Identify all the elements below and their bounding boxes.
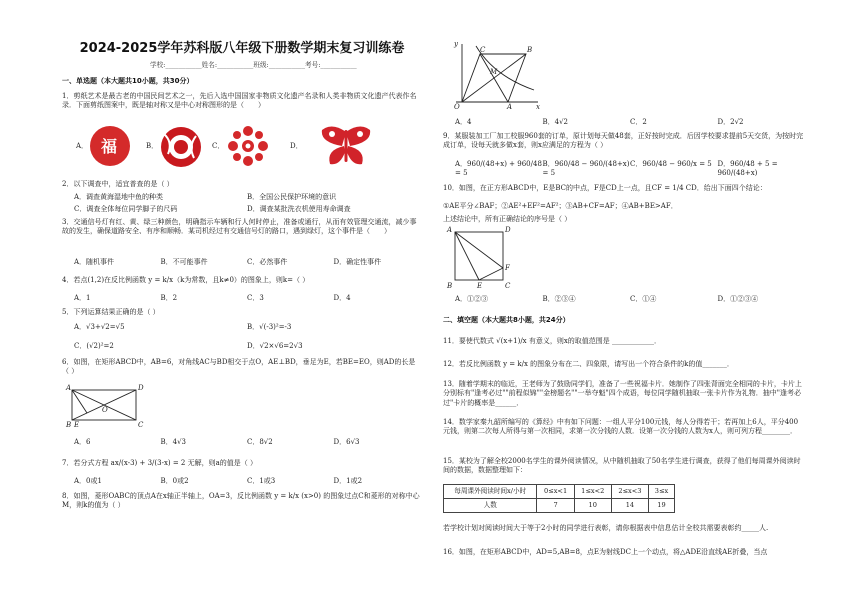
question-4: 4．若点(1,2)在反比例函数 y = k/x（k为常数，且k≠0）的图象上，则k=（ ） (62, 276, 310, 284)
q4-option-d[interactable]: D．4 (333, 294, 351, 302)
q10-label-e: E (477, 282, 483, 290)
q6-label-d: D (138, 384, 144, 392)
q4-option-a[interactable]: A．1 (74, 294, 91, 302)
q8-label-o: O (454, 103, 460, 111)
student-info-line: 学校:___________姓名:___________班级:___________考号:___________ (150, 61, 357, 69)
question-14: 14．数学家秦九韶所编写的《算经》中有如下问题：一组人平分100元钱，每人分得若干；若再加上6人，平分400元钱，则第二次每人所得与第一次相同，求第一次分钱的人数．设第一次分钱的人数为x人，则可列方程________． (443, 418, 799, 436)
table-cell: 2≤x<3 (611, 485, 648, 499)
q3-option-c[interactable]: C．必然事件 (247, 258, 288, 266)
q6-label-o: O (102, 406, 108, 414)
q5-option-d[interactable]: D．√2×√6=2√3 (247, 342, 303, 351)
question-10: 10．如图，在正方形ABCD中，E是BC的中点，F是CD上一点，且CF = 1/4 CD．给出下面四个结论： (443, 184, 767, 192)
question-12: 12．若反比例函数 y = k/x 的图象分布在二、四象限，请写出一个符合条件的k的值_______． (443, 360, 734, 368)
question-9: 9．某服装加工厂加工校服960套的订单，原计划每天做48套，正好按时完成．后因学校要求提前5天交货，为按时完成订单，设每天就多做x套，则x应满足的方程为（ ） (443, 132, 804, 150)
q10-label-f: F (505, 264, 510, 272)
q10-label-c: C (505, 282, 511, 290)
question-10-prompt: 上述结论中，所有正确结论的序号是（ ） (443, 215, 572, 223)
question-16: 16．如图，在矩形ABCD中，AD=5,AB=8，点E为射线DC上一个动点，将△ADE沿直线AE折叠，当点 (443, 548, 768, 556)
q9-option-d[interactable]: D．960/48 + 5 = 960/(48+x) (717, 160, 778, 178)
question-5-options (74, 323, 420, 352)
q3-option-a[interactable]: A．随机事件 (74, 258, 115, 266)
question-4-options (74, 294, 420, 303)
question-3: 3．交通信号灯有红、黄、绿三种颜色，明确指示车辆和行人何时停止，准备或通行，从而有效管理交通流，减少事故的发生，确保道路安全、有序和顺畅．某司机经过有交通信号灯的路口，遇到绿灯，这个事件是（ ） (62, 218, 417, 236)
question-10-options (455, 295, 805, 304)
question-7-options (74, 477, 420, 486)
papercut-butterfly-image (318, 122, 374, 170)
q10-option-a[interactable]: A．①②③ (455, 295, 489, 303)
q10-label-b: B (447, 282, 453, 290)
table-cell: 1≤x<2 (574, 485, 611, 499)
q10-option-b[interactable]: B．②③④ (542, 295, 576, 303)
q7-option-b[interactable]: B．0或2 (160, 477, 189, 485)
q5-option-a[interactable]: A．√3+√2=√5 (74, 323, 125, 331)
papercut-flower-image (158, 124, 204, 170)
q8-label-a: A (507, 103, 513, 111)
question-6: 6．如图，在矩形ABCD中，AB=6，对角线AC与BD相交于点O，AE⊥BD，垂足为E，若BE=EO，则AD的长是（ ） (62, 358, 416, 376)
question-6-options (74, 438, 420, 447)
q9-option-b[interactable]: B．960/48 − 960/(48+x) = 5 (542, 160, 630, 178)
question-5: 5．下列运算结果正确的是（ ） (62, 308, 160, 316)
q8-rhombus-figure (452, 40, 542, 110)
q8-option-a[interactable]: A．4 (455, 118, 472, 126)
q1-option-a[interactable]: A． (76, 142, 89, 150)
section-fill-blank: 二、填空题（本大题共8小题，共24分） (443, 316, 570, 324)
q10-label-a: A (447, 226, 453, 234)
question-2-options (74, 193, 420, 215)
q4-option-c[interactable]: C．3 (247, 294, 264, 302)
table-cell: 3≤x (649, 485, 675, 499)
table-cell: 每周课外阅读时间x/小时 (444, 485, 537, 499)
q7-option-d[interactable]: D．1或2 (333, 477, 363, 485)
q6-label-e: E (74, 421, 80, 429)
question-15-followup: 若学校计划对阅读时间大于等于2小时的同学进行表彰，请你根据表中信息估计全校共需要表彰约_____人. (443, 524, 769, 532)
q2-option-d[interactable]: D．调查某批洗衣机使用寿命调查 (247, 205, 351, 214)
q8-label-c: C (480, 46, 486, 54)
q10-option-d[interactable]: D．①②③④ (717, 295, 759, 303)
table-cell: 19 (649, 499, 675, 513)
q8-label-m: M (490, 68, 498, 76)
q6-option-d[interactable]: D．6√3 (333, 438, 360, 446)
q3-option-d[interactable]: D．确定性事件 (333, 258, 382, 266)
q8-label-y: y (454, 40, 458, 48)
q6-option-a[interactable]: A．6 (74, 438, 91, 446)
table-cell: 14 (611, 499, 648, 513)
q6-label-b: B (66, 421, 72, 429)
q6-label-a: A (66, 384, 72, 392)
q1-option-c[interactable]: C． (212, 142, 225, 150)
table-cell: 10 (574, 499, 611, 513)
q10-square-figure (447, 226, 517, 292)
question-1-options (62, 122, 422, 170)
q8-label-b: B (527, 46, 533, 54)
question-3-options (74, 258, 420, 267)
table-header-row (444, 485, 675, 499)
q6-option-c[interactable]: C．8√2 (247, 438, 273, 446)
q2-option-c[interactable]: C．调查全体每位同学脚子的尺码 (74, 205, 178, 214)
q6-rectangle-figure (66, 384, 146, 434)
question-1: 1．剪纸艺术是最古老的中国民间艺术之一，先后入选中国国家非物质文化遗产名录和人类非物质文化遗产代表作名录．下面剪纸图案中，既是轴对称又是中心对称图形的是（ ） (62, 92, 417, 110)
q9-option-a[interactable]: A．960/(48+x) + 960/48 = 5 (455, 160, 542, 178)
q8-option-b[interactable]: B．4√2 (542, 118, 569, 126)
table-cell: 7 (537, 499, 574, 513)
q9-option-c[interactable]: C．960/48 − 960/x = 5 (630, 160, 712, 168)
q5-option-b[interactable]: B．√(-3)²=-3 (247, 323, 292, 331)
question-7: 7．若分式方程 ax/(x-3) + 3/(3-x) = 2 无解，则a的值是（ ） (62, 459, 258, 467)
table-cell: 0≤x<1 (537, 485, 574, 499)
q8-label-x: x (536, 103, 540, 111)
q10-label-d: D (505, 226, 511, 234)
q2-option-b[interactable]: B．全国公民保护环境的意识 (247, 193, 337, 201)
papercut-fu-image: 福 (90, 126, 130, 166)
question-8-options (455, 118, 805, 127)
question-13: 13．随着学期末的临近，王老师为了鼓励同学们，准备了一些祝福卡片．她制作了四张背面完全相同的卡片，卡片上分别标有"逢考必过""前程似锦""金榜题名""一举夺魁"四个成语，每位同学随机抽取一张卡片作为礼物．抽中"逢考必过"卡片的概率是______． (443, 380, 802, 407)
question-11: 11．要使代数式 √(x+1)/x 有意义，则x的取值范围是 ____________． (443, 337, 662, 345)
q10-option-c[interactable]: C．①④ (630, 295, 657, 303)
q2-option-a[interactable]: A．调查黄海湿地中鱼的种类 (74, 193, 164, 201)
q5-option-c[interactable]: C．(√2)²=2 (74, 342, 114, 351)
q4-option-b[interactable]: B．2 (160, 294, 178, 302)
table-row (444, 499, 675, 513)
q15-reading-time-table (443, 484, 675, 513)
question-9-options (455, 160, 805, 179)
question-2: 2．以下调查中，适宜普查的是（ ） (62, 180, 174, 188)
q3-option-b[interactable]: B．不可能事件 (160, 258, 208, 266)
q1-option-d[interactable]: D． (290, 142, 303, 150)
question-15: 15．某校为了解全校2000名学生的课外阅读情况，从中随机抽取了50名学生进行调查，获得了他们每周课外阅读时间的数据，数据整理如下： (443, 457, 801, 475)
page-title: 2024-2025学年苏科版八年级下册数学期末复习训练卷 (79, 41, 405, 56)
question-10-statements: ①AE平分∠BAF；②AE²+EF²=AF²；③AB+CF=AF；④AB+BE>AF． (443, 202, 678, 210)
question-8: 8．如图，菱形OABC的顶点A在x轴正半轴上，OA=3，反比例函数 y = k/x (x>0) 的图象过点C和菱形的对称中心M，则k的值为（ ） (62, 492, 420, 510)
q6-option-b[interactable]: B．4√3 (160, 438, 187, 446)
papercut-snowflake-image (226, 124, 270, 168)
table-cell: 人数 (444, 499, 537, 513)
section-single-choice: 一、单选题（本大题共10小题，共30分） (62, 77, 194, 85)
q1-option-b[interactable]: B． (146, 142, 159, 150)
q7-option-c[interactable]: C．1或3 (247, 477, 276, 485)
q8-option-c[interactable]: C．2 (630, 118, 647, 126)
q7-option-a[interactable]: A．0或1 (74, 477, 102, 485)
q8-option-d[interactable]: D．2√2 (717, 118, 744, 126)
q6-label-c: C (138, 421, 144, 429)
